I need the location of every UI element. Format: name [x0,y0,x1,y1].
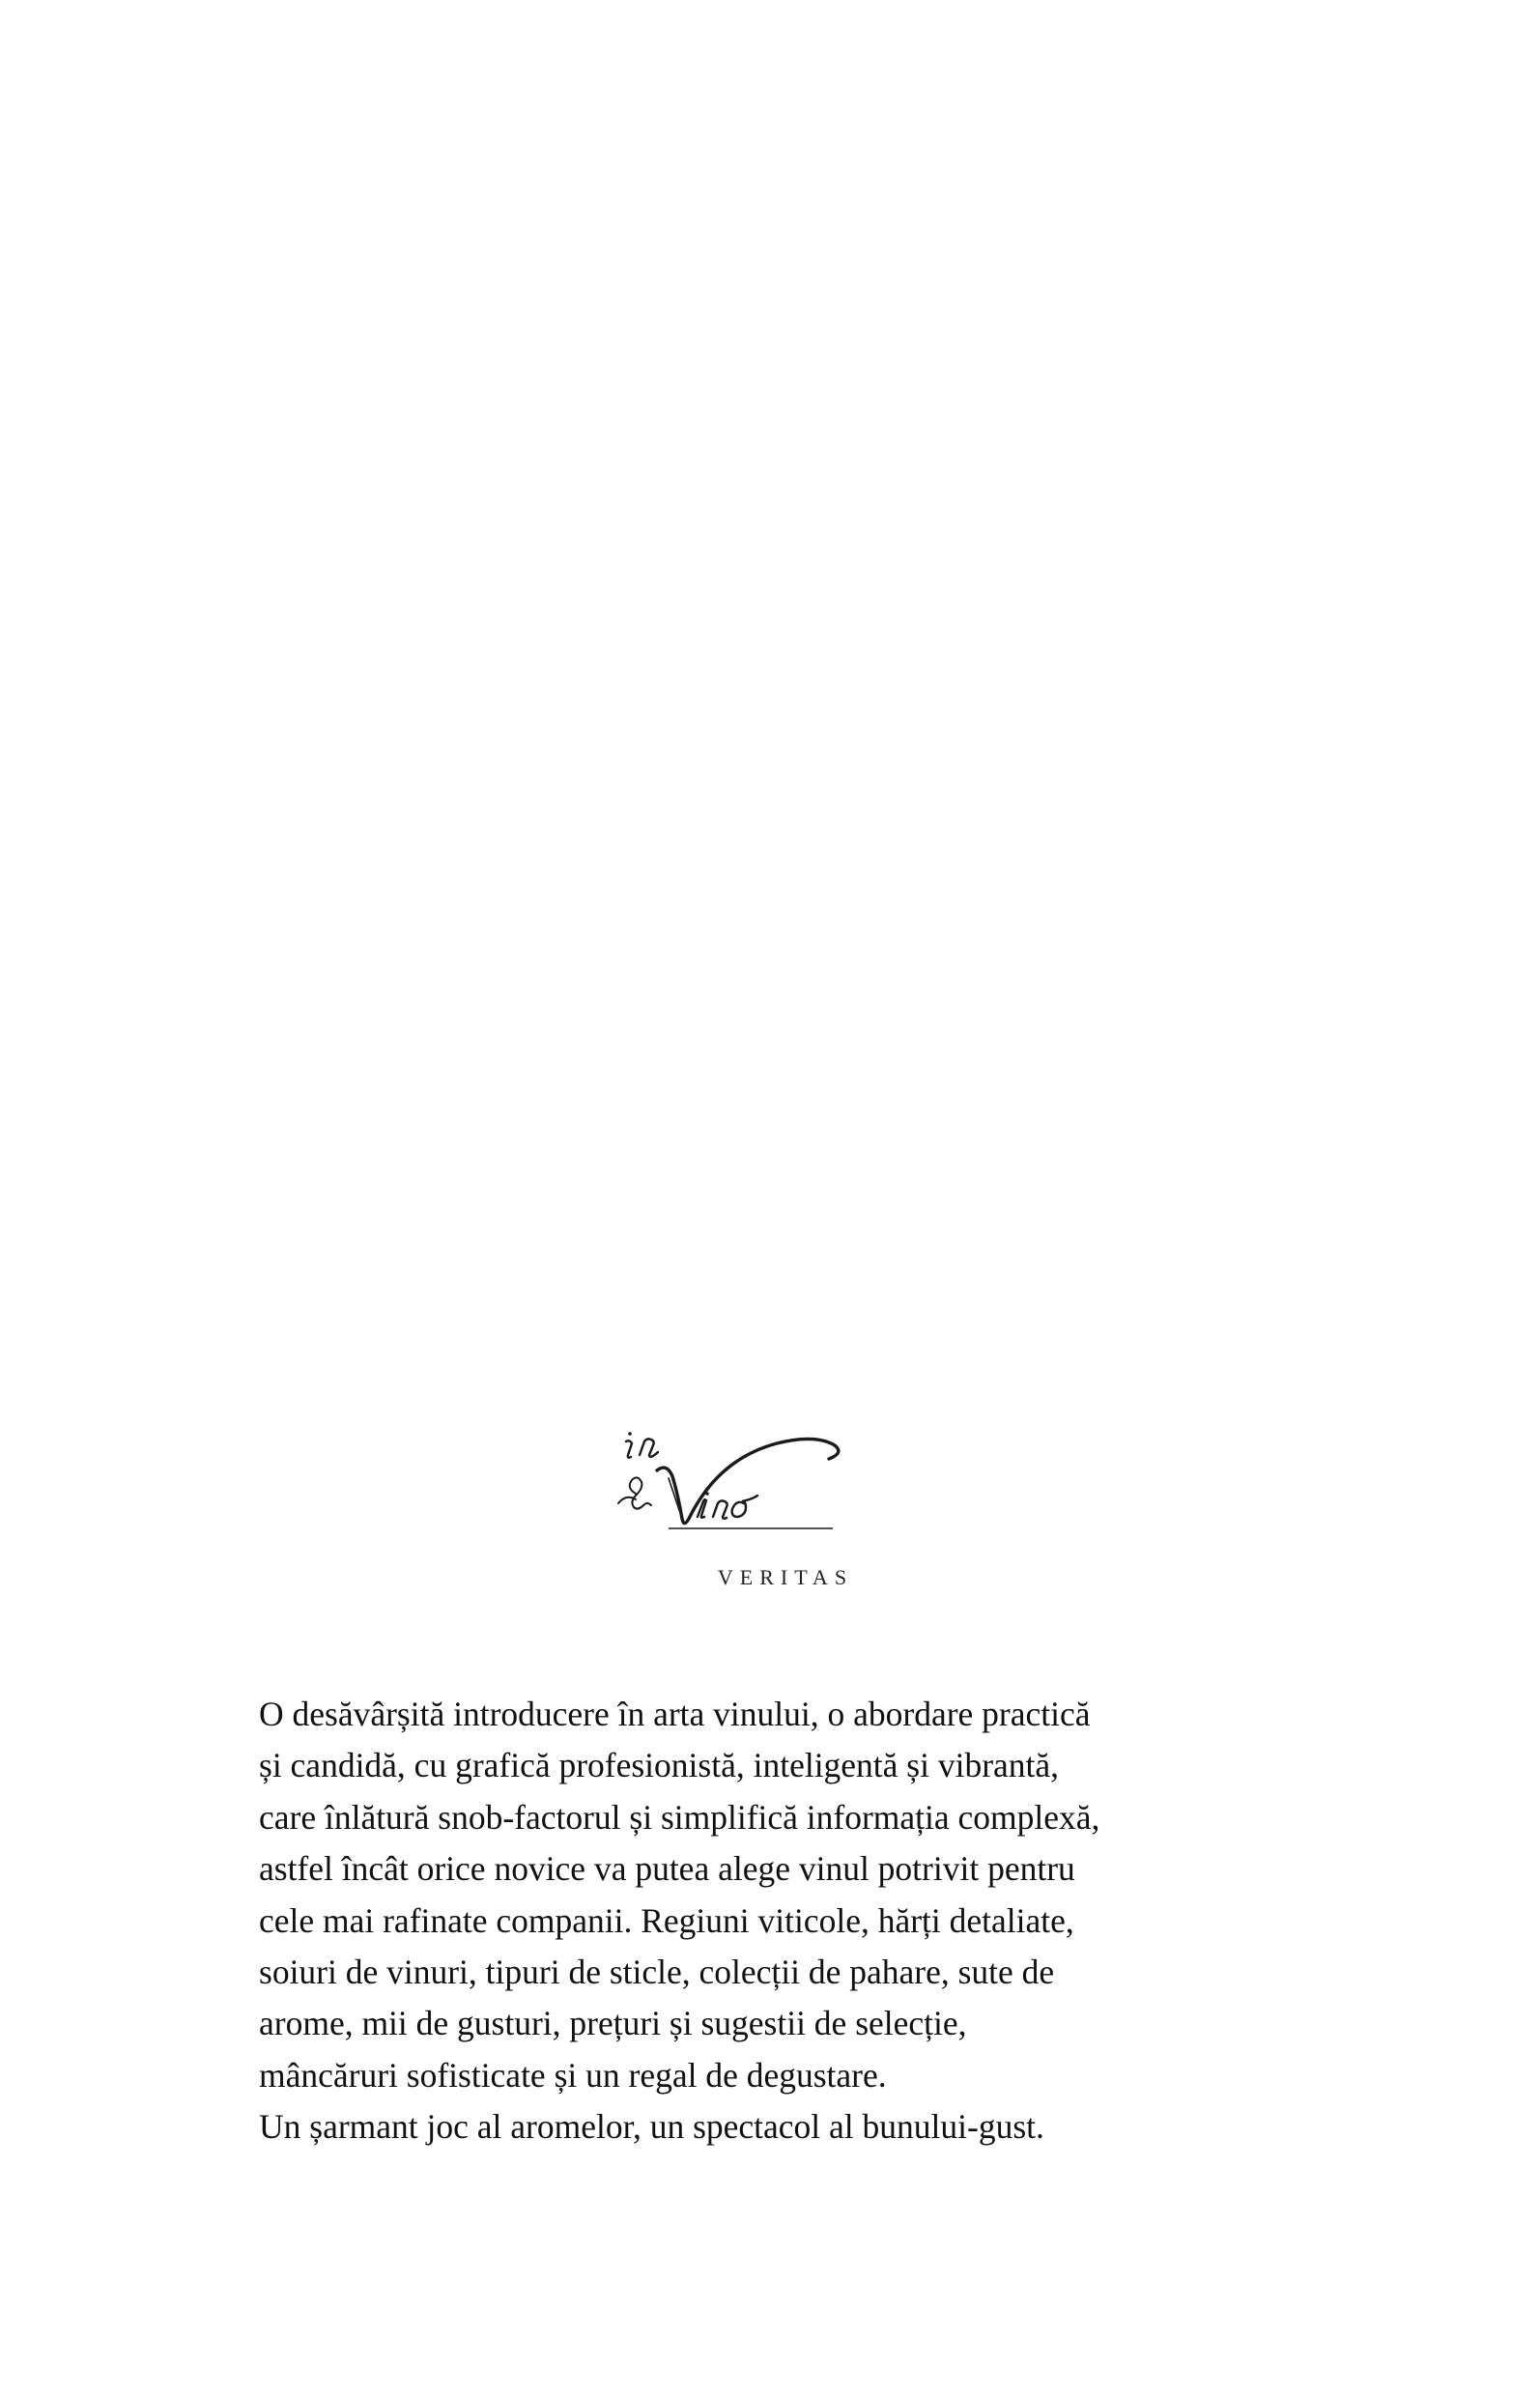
description-line: și candidă, cu grafică profesionistă, inteligentă și vibrantă, [259,1746,1060,1785]
logo-veritas-text: VERITAS [717,1565,854,1589]
description-line: mâncăruri sofisticate și un regal de degustare. [259,2055,887,2095]
in-vino-veritas-logo [609,1411,898,1594]
book-description [259,1689,1302,2154]
description-line: O desăvârșită introducere în arta vinului, o abordare practică [259,1695,1091,1733]
description-line: Un șarmant joc al aromelor, un spectacol al bunului-gust. [259,2107,1044,2147]
description-line: arome, mii de gusturi, prețuri și sugestii de selecție, [259,2004,967,2043]
description-line: astfel încât orice novice va putea alege vinul potrivit pentru [259,1849,1075,1889]
description-line: cele mai rafinate companii. Regiuni viticole, hărți detaliate, [259,1900,1074,1940]
description-line: care înlătură snob-factorul și simplifică informația complexă, [259,1797,1100,1837]
description-line: soiuri de vinuri, tipuri de sticle, colecții de pahare, sute de [259,1953,1055,1992]
